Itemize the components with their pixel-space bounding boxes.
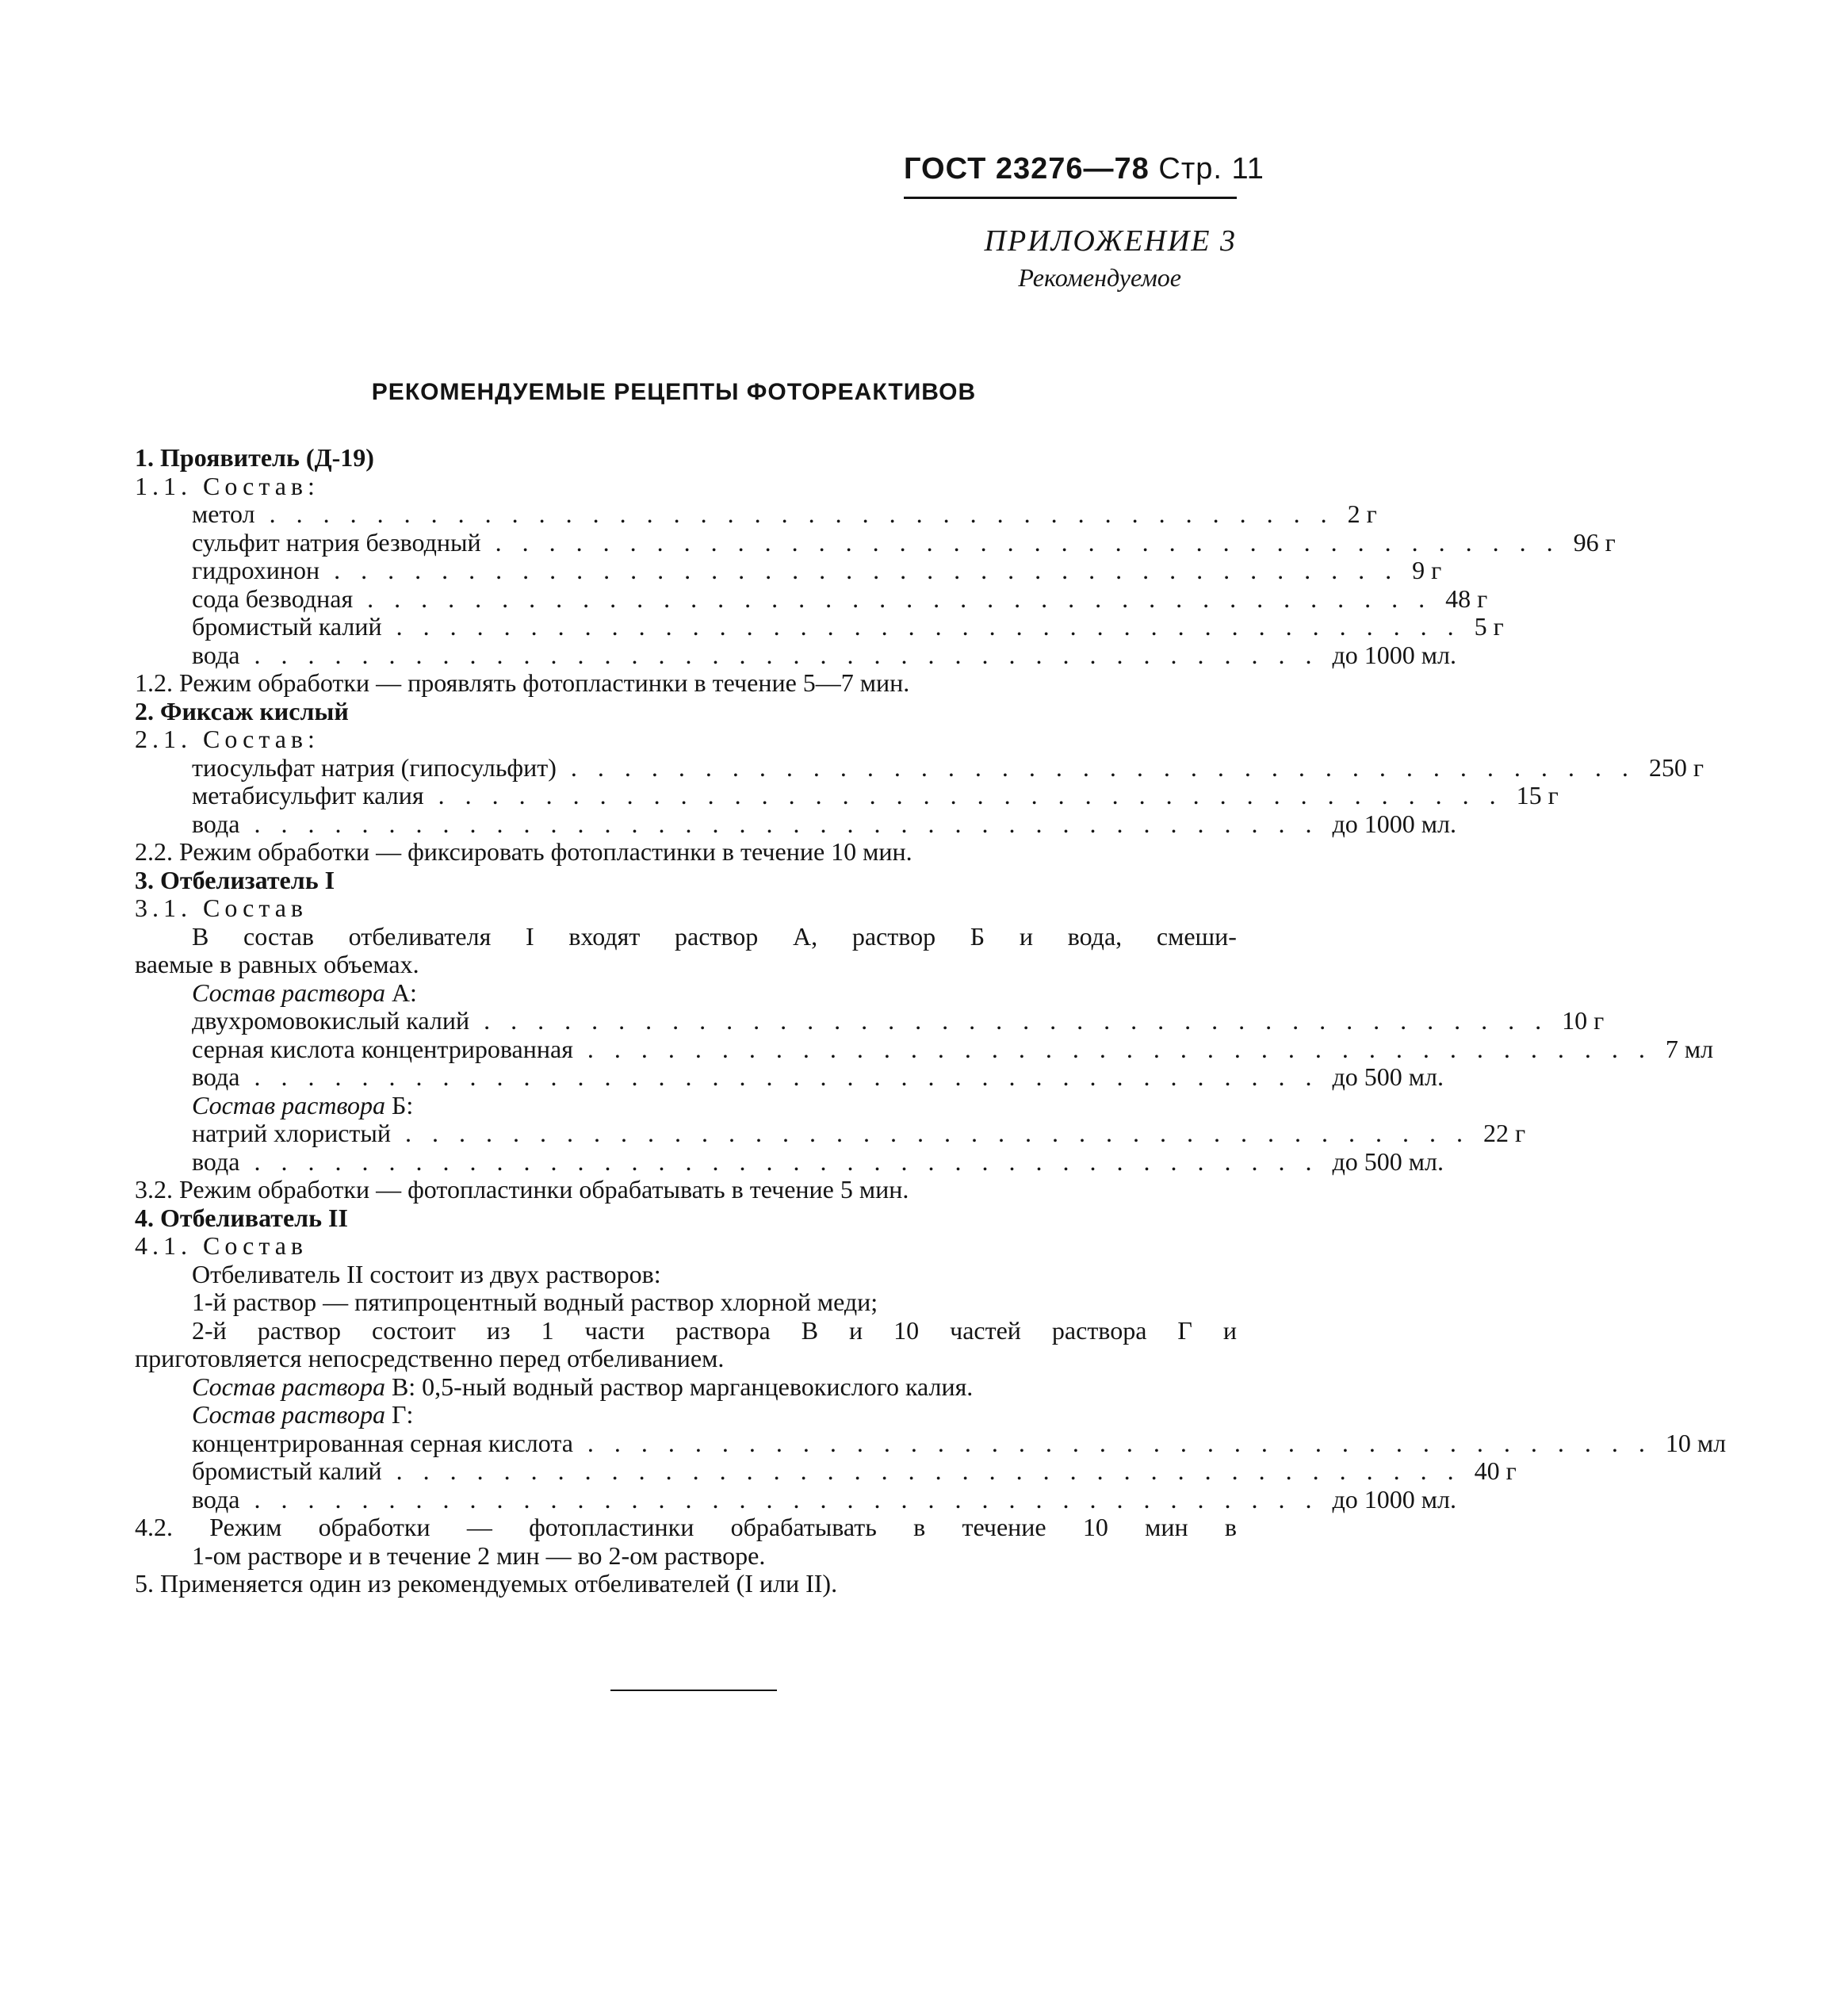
dot-leader: ........................................ bbox=[254, 1062, 1333, 1091]
closing-note: 5. Применяется один из рекомендуемых отбеливателей (I или II). bbox=[135, 1569, 838, 1598]
ingredient-quantity: 2 г bbox=[1347, 499, 1377, 528]
ingredient-name: бромистый калий bbox=[192, 612, 382, 641]
ingredient-row bbox=[135, 1062, 1444, 1092]
solution-label: Состав раствора bbox=[192, 1090, 385, 1119]
dot-leader: ........................................ bbox=[484, 1006, 1563, 1035]
dot-leader: ........................................ bbox=[334, 556, 1413, 584]
solution-text: В: 0,5-ный водный раствор марганцевокислого калия. bbox=[391, 1372, 974, 1401]
dot-leader: ........................................ bbox=[405, 1119, 1484, 1147]
standard-number: ГОСТ 23276—78 bbox=[904, 152, 1150, 186]
ingredient-quantity: 15 г bbox=[1516, 781, 1559, 809]
dot-leader: ........................................ bbox=[254, 1146, 1333, 1176]
ingredient-list bbox=[135, 752, 1705, 839]
header-rule bbox=[904, 197, 1237, 199]
solution-heading bbox=[135, 1092, 1237, 1120]
ingredient-quantity: 22 г bbox=[1483, 1119, 1526, 1147]
dot-leader: ........................................ bbox=[587, 1428, 1666, 1457]
ingredient-quantity: 10 г bbox=[1562, 1006, 1605, 1035]
ingredient-quantity: 9 г bbox=[1412, 556, 1442, 584]
processing-mode: 4.2. Режим обработки — фотопластинки обрабатывать в течение 10 мин в bbox=[135, 1513, 1237, 1541]
ingredient-list bbox=[135, 1006, 1714, 1092]
solution-heading bbox=[135, 1373, 1237, 1402]
ingredient-quantity: до 500 мл. bbox=[1332, 1146, 1444, 1176]
ingredient-list bbox=[135, 1119, 1526, 1176]
dot-leader: ........................................ bbox=[587, 1034, 1666, 1063]
solution-label: Состав раствора bbox=[192, 978, 385, 1007]
ingredient-quantity: 7 мл bbox=[1665, 1034, 1714, 1063]
ingredient-quantity: до 1000 мл. bbox=[1332, 1484, 1456, 1514]
dot-leader: ........................................ bbox=[570, 752, 1649, 782]
ingredient-quantity: 250 г bbox=[1648, 752, 1705, 782]
composition-heading: 2.1. Состав: bbox=[135, 725, 319, 753]
appendix-status: Рекомендуемое bbox=[1018, 263, 1181, 292]
ingredient-row bbox=[135, 1119, 1526, 1148]
ingredient-row bbox=[135, 1456, 1517, 1486]
ingredient-name: двухромовокислый калий bbox=[192, 1006, 470, 1035]
paragraph-line: Отбеливатель II состоит из двух растворов: bbox=[192, 1259, 661, 1288]
appendix-label: ПРИЛОЖЕНИЕ 3 bbox=[984, 224, 1237, 258]
processing-mode: 3.2. Режим обработки — фотопластинки обрабатывать в течение 5 мин. bbox=[135, 1175, 909, 1204]
section-heading: 3. Отбелизатель I bbox=[135, 865, 335, 894]
ingredient-name: бромистый калий bbox=[192, 1456, 382, 1485]
ingredient-name: тиосульфат натрия (гипосульфит) bbox=[192, 752, 557, 782]
ingredient-row bbox=[135, 612, 1504, 641]
ingredient-name: вода bbox=[192, 1146, 240, 1176]
solution-heading bbox=[135, 1401, 1237, 1429]
ingredient-row bbox=[135, 1006, 1605, 1035]
ingredient-name: серная кислота концентрированная bbox=[192, 1034, 573, 1063]
dot-leader: ........................................ bbox=[396, 1456, 1475, 1485]
dot-leader: ........................................ bbox=[367, 584, 1446, 613]
ingredient-row bbox=[135, 752, 1705, 783]
ingredient-row bbox=[135, 1146, 1444, 1177]
ingredient-row bbox=[135, 556, 1442, 585]
solution-label: Состав раствора bbox=[192, 1400, 385, 1429]
ingredient-quantity: до 500 мл. bbox=[1332, 1062, 1444, 1091]
composition-heading: 1.1. Состав: bbox=[135, 471, 319, 500]
dot-leader: ........................................ bbox=[269, 499, 1348, 528]
paragraph-line: ваемые в равных объемах. bbox=[135, 950, 419, 978]
ingredient-row bbox=[135, 809, 1456, 839]
dot-leader: ........................................ bbox=[254, 1484, 1333, 1514]
ingredient-name: сульфит натрия безводный bbox=[192, 527, 481, 557]
page-number: Стр. 11 bbox=[1158, 152, 1265, 186]
solution-heading bbox=[135, 979, 1237, 1008]
ingredient-name: вода bbox=[192, 1484, 240, 1514]
ingredient-name: вода bbox=[192, 1062, 240, 1091]
processing-mode: 2.2. Режим обработки — фиксировать фотопластинки в течение 10 мин. bbox=[135, 837, 913, 866]
dot-leader: ........................................ bbox=[495, 527, 1574, 557]
page-header bbox=[904, 152, 1265, 186]
ingredient-name: метол bbox=[192, 499, 255, 528]
ingredient-row bbox=[135, 640, 1456, 670]
ingredient-row bbox=[135, 1428, 1727, 1458]
section-heading: 2. Фиксаж кислый bbox=[135, 696, 349, 725]
solution-letter: Б: bbox=[391, 1090, 414, 1119]
end-rule bbox=[610, 1690, 777, 1691]
paragraph-line: 1-й раствор — пятипроцентный водный раствор хлорной меди; bbox=[192, 1288, 878, 1316]
ingredient-quantity: 48 г bbox=[1445, 584, 1488, 613]
document-body bbox=[135, 443, 1727, 1598]
ingredient-quantity: 5 г bbox=[1474, 612, 1504, 641]
ingredient-name: гидрохинон bbox=[192, 556, 320, 584]
paragraph-line: В состав отбеливателя I входят раствор А, раствор Б и вода, смеши- bbox=[192, 921, 1237, 951]
solution-letter: А: bbox=[391, 978, 417, 1007]
ingredient-row bbox=[135, 1484, 1456, 1514]
solution-letter: Г: bbox=[391, 1400, 414, 1429]
ingredient-quantity: 96 г bbox=[1573, 527, 1616, 557]
ingredient-quantity: 40 г bbox=[1474, 1456, 1517, 1485]
ingredient-name: натрий хлористый bbox=[192, 1119, 392, 1147]
composition-heading: 3.1. Состав bbox=[135, 894, 308, 922]
processing-mode: 1-ом растворе и в течение 2 мин — во 2-ом растворе. bbox=[192, 1540, 766, 1570]
ingredient-quantity: 10 мл bbox=[1665, 1428, 1727, 1457]
section-heading: 4. Отбеливатель II bbox=[135, 1203, 348, 1232]
section-heading: 1. Проявитель (Д-19) bbox=[135, 443, 374, 472]
document-title: РЕКОМЕНДУЕМЫЕ РЕЦЕПТЫ ФОТОРЕАКТИВОВ bbox=[371, 379, 977, 405]
ingredient-row bbox=[135, 527, 1616, 557]
ingredient-list bbox=[135, 499, 1616, 669]
ingredient-row bbox=[135, 1034, 1714, 1064]
dot-leader: ........................................ bbox=[438, 781, 1517, 809]
ingredient-list bbox=[135, 1428, 1727, 1514]
ingredient-row bbox=[135, 499, 1377, 529]
ingredient-name: вода bbox=[192, 809, 240, 838]
processing-mode: 1.2. Режим обработки — проявлять фотопластинки в течение 5—7 мин. bbox=[135, 668, 910, 697]
paragraph-line: приготовляется непосредственно перед отбеливанием. bbox=[135, 1344, 725, 1372]
ingredient-quantity: до 1000 мл. bbox=[1332, 640, 1456, 669]
solution-label: Состав раствора bbox=[192, 1372, 385, 1401]
paragraph-line: 2-й раствор состоит из 1 части раствора В и 10 частей раствора Г и bbox=[192, 1315, 1237, 1345]
ingredient-quantity: до 1000 мл. bbox=[1332, 809, 1456, 838]
ingredient-name: сода безводная bbox=[192, 584, 354, 613]
dot-leader: ........................................ bbox=[254, 809, 1333, 838]
ingredient-name: вода bbox=[192, 640, 240, 669]
ingredient-name: концентрированная серная кислота bbox=[192, 1428, 573, 1457]
composition-heading: 4.1. Состав bbox=[135, 1231, 308, 1260]
ingredient-name: метабисульфит калия bbox=[192, 781, 424, 809]
dot-leader: ........................................ bbox=[396, 612, 1475, 641]
ingredient-row bbox=[135, 781, 1559, 810]
dot-leader: ........................................ bbox=[254, 640, 1333, 669]
ingredient-row bbox=[135, 584, 1488, 614]
